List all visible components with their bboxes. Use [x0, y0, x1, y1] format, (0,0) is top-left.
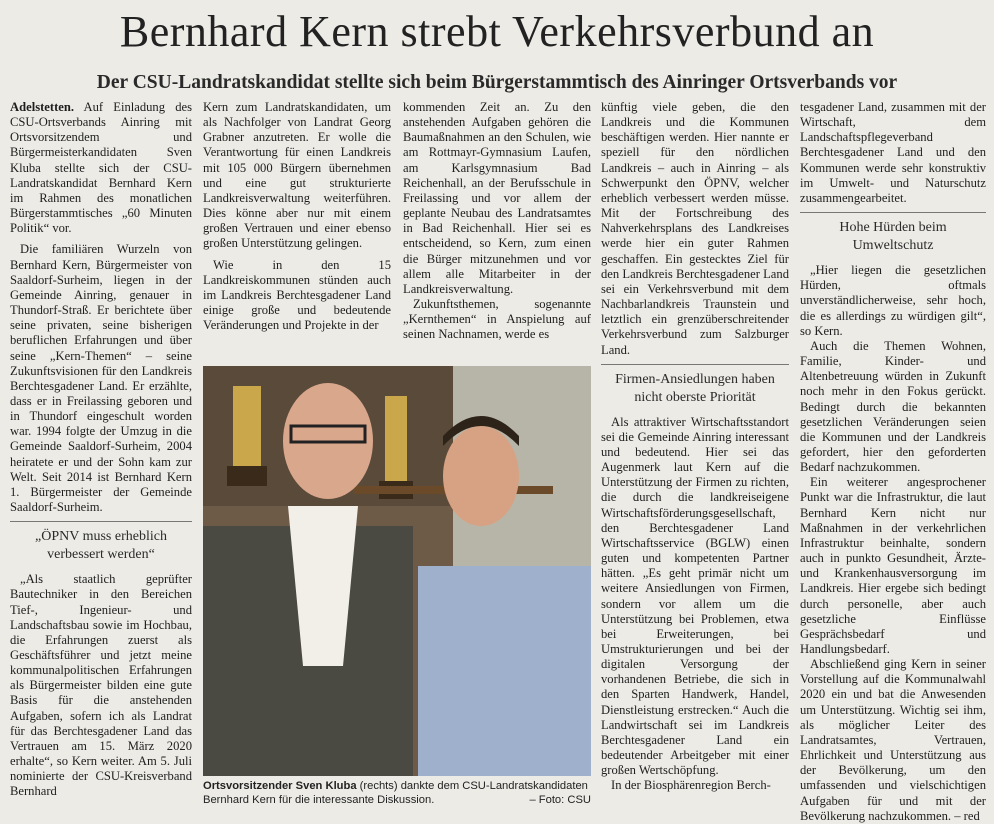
article-photo [203, 366, 591, 776]
article-subheadline: Der CSU-Landratskandidat stellte sich beim Bürgerstammtisch des Ainringer Ortsverbands vor [96, 72, 898, 93]
paragraph: künftig viele geben, die den Landkreis und die Kommunen beschäftigen werden. Hier nannte er speziell für den nördlichen Landkreis – auch in Ainring – als Schwerpunkt den ÖPNV, welcher erheblich verbessert werden müsse. Mit der Fortschreibung des Nahverkehrsplans des Landkreises werde hier ein guter Rahmen geschaffen. Ein gestecktes Ziel für den Landkreis Berchtesgadener Land sei ein Verkehrsverbund mit dem Nachbarlandkreis Traunstein und letztlich ein grenzüberschreitender Verkehrsverbund zum Salzburger Land. [601, 100, 789, 357]
paragraph: Kern zum Landratskandidaten, um als Nachfolger von Landrat Georg Grabner anzutreten. Er wolle die Verantwortung für einen Landkreis mit 105 000 Bürgern übernehmen und eine gut strukturierte Landkreisverwaltung weiterführen. Dies könne aber nur mit einem großen Vertrauen und einer ebenso großen Unterstützung gelingen. [203, 100, 391, 251]
paragraph: Abschließend ging Kern in seiner Vorstellung auf die Kommunalwahl 2020 ein und bat die Anwesenden um Unterstützung. Wichtig sei ihm, als möglicher Leiter des Landratsamtes, Vertrauen, Ehrlichkeit und Unterstützung aus der Bevölkerung, um den umfassenden und vielschichtigen Aufgaben für und mit der Bevölkerung nachzukommen. – red [800, 657, 986, 823]
paragraph: kommenden Zeit an. Zu den anstehenden Aufgaben gehören die Baumaßnahmen an den Schulen, wie am Rottmayr-Gymnasium Laufen, am Karlsgymnasium Bad Reichenhall, an der Berufsschule in Freilassing und vor allem der geplante Neubau des Landratsamtes in Bad Reichenhall. Hier sei es entscheidend, so Kern, zum einen die Bürger mitzunehmen und vor allem alle Mitarbeiter in der Landkreisverwaltung. [403, 100, 591, 296]
paragraph: Die familiären Wurzeln von Bernhard Kern, Bürgermeister von Saaldorf-Surheim, liegen in der Gemeinde Ainring, genauer in Thundorf-Straß. Er berichtete über seine privaten, seine bisherigen beruflichen Erfahrungen und über seine „Kern-Themen“ – seine Zukunftsvisionen für den Landkreis Berchtesgadener Land. Er erzählte, dass er in Freilassing geboren und in Thundorf eingeschult worden war. 1994 folgte der Umzug in die Gemeinde Saaldorf-Surheim, 2004 heiratete er und der Sohn kam zur Welt. Seit 2014 ist Bernhard Kern 1. Bürgermeister der Gemeinde Saaldorf-Surheim. [10, 242, 192, 515]
photo-caption [203, 779, 591, 807]
caption-text: (rechts) dankte dem CSU-Landratskandidaten Bernhard Kern für die interessante Diskussion. [203, 780, 588, 806]
column-5 [800, 100, 986, 824]
column-1 [10, 100, 192, 800]
photo-credit: – Foto: CSU [529, 794, 591, 806]
paragraph: „Als staatlich geprüfter Bautechniker in den Bereichen Tief-, Ingenieur- und Landschaftsbau sowie im Hochbau, die Erfahrungen zuerst als Geschäftsführer und jetzt meine kommunalpolitischen Erfahrungen als Bürgermeister bilden eine gute Basis für die anstehenden Aufgaben, sofern ich als Landrat für das Berchtesgadener Land das Vertrauen am 15. März 2020 erhalte“, so Kern weiter. Am 5. Juli nominierte der CSU-Kreisverband Bernhard [10, 572, 192, 799]
column-4 [601, 100, 789, 794]
paragraph: In der Biosphärenregion Berch- [611, 778, 771, 793]
paragraph: Wie in den 15 Landkreiskommunen stünden auch im Landkreis Berchtesgadener Land einige große und bedeutende Veränderungen und Projekte in der [203, 257, 391, 333]
column-2 [203, 100, 391, 333]
paragraph-text: Auf Einladung des CSU-Ortsverbands Ainring mit Ortsvorsitzendem und Bürgermeisterkandidaten Sven Kluba stellte sich der CSU-Landratskandidat Bernhard Kern im Rahmen des monatlichen Bürgerstammtisches „60 Minuten Politik“ vor. [10, 100, 192, 236]
paragraph: Ein weiterer angesprochener Punkt war die Infrastruktur, die laut Bernhard Kern nicht nur Maßnahmen in der verkehrlichen Infrastruktur beinhalte, sondern auch in punkto Gesundheit, Ärzte- und Krankenhausversorgung im Landkreis. Hier ergebe sich bedingt durch personelle, aber auch gesetzliche Einflüsse Gesprächsbedarf und Handlungsbedarf. [800, 475, 986, 656]
caption-bold: Ortsvorsitzender Sven Kluba [203, 780, 357, 792]
column-3 [403, 100, 591, 343]
section-subtitle: Firmen-Ansiedlungen haben nicht oberste Priorität [601, 364, 789, 407]
paragraph: Zukunftsthemen, sogenannte „Kernthemen“ in Anspielung auf seinen Nachnamen, werde es [403, 297, 591, 342]
paragraph: tesgadener Land, zusammen mit der Wirtschaft, dem Landschaftspflegeverband Berchtesgadener Land und den Kommunen werde sehr konstruktiv im Umwelt- und Naturschutz zusammengearbeitet. [800, 100, 986, 205]
article-headline: Bernhard Kern strebt Verkehrsverbund an [119, 7, 875, 56]
paragraph [10, 100, 192, 236]
dateline: Adelstetten. [10, 100, 75, 114]
trophy-icon [227, 386, 267, 486]
photo-illustration [203, 366, 591, 776]
paragraph: „Hier liegen die gesetzlichen Hürden, oftmals unverständlicherweise, sehr hoch, die es allerdings zu würdigen gilt“, so Kern. [800, 263, 986, 338]
paragraph: Auch die Themen Wohnen, Familie, Kinder- und Altenbetreuung würden in Zukunft noch mehr in den Fokus gerückt. Bedingt durch die bekannten gesetzlichen Veränderungen seien die Kommunen und der Landkreis gefordert, hier den geforderten Bedarf nachzukommen. [800, 338, 986, 475]
section-subtitle: Hohe Hürden beim Umweltschutz [800, 212, 986, 255]
section-subtitle: „ÖPNV muss erheblich verbessert werden“ [10, 521, 192, 564]
paragraph: Als attraktiver Wirtschaftsstandort sei die Gemeinde Ainring interessant und bedeutend. Hier sei das Augenmerk laut Kern auf die Unterstützung der Firmen zu richten, die durch die landkreiseigene Wirtschaftsförderungsgesellschaft, den Berchtesgadener Land Wirtschaftsservice (BGLW) einen guten und kompetenten Partner hätten. „Es geht primär nicht um weitere Ansiedlungen von Firmen, sondern vor allem um die Unterstützung bei Problemen, etwa bei Erweiterungen, bei Umstrukturierungen und bei der digitalen Versorgung der vorhandenen Betriebe, die sich in den Sparten Handwerk, Handel, Dienstleistung erstrecken.“ Auch die Landwirtschaft sei im Landkreis Berchtesgadener Land ein bedeutender Arbeitgeber mit einer großen Wertschöpfung. [601, 414, 789, 778]
